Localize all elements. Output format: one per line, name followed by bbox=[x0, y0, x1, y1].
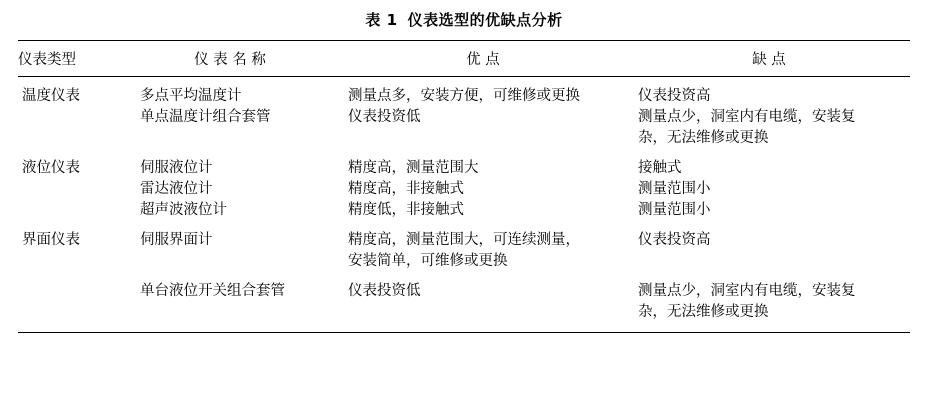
cell-instrument-type: 界面仪表 bbox=[22, 232, 80, 249]
table-bottom-rule bbox=[18, 323, 910, 333]
cons-line: 仪表投资高 bbox=[638, 88, 711, 104]
cell-pros bbox=[338, 272, 628, 323]
group-spacer bbox=[18, 221, 910, 230]
cell-cons bbox=[628, 158, 910, 179]
pros-line: 精度高，测量范围大，可连续测量， bbox=[348, 232, 580, 249]
pros-line: 精度高，测量范围大 bbox=[348, 160, 479, 177]
table-body bbox=[18, 77, 910, 333]
column-header-cons-label: 缺 点 bbox=[752, 52, 786, 68]
table-caption bbox=[18, 0, 910, 40]
pros-line: 安装简单，可维修或更换 bbox=[348, 253, 508, 270]
cell-instrument-name: 单点温度计组合套管 bbox=[140, 109, 271, 126]
column-header-pros-label: 优 点 bbox=[466, 52, 500, 68]
column-header-cons bbox=[628, 41, 910, 77]
table-caption-text: 仪表选型的优缺点分析 bbox=[407, 11, 563, 29]
cell-pros bbox=[338, 230, 628, 272]
table-row bbox=[18, 200, 910, 221]
pros-line: 仪表投资低 bbox=[348, 283, 421, 300]
table-row bbox=[18, 230, 910, 272]
table-row bbox=[18, 272, 910, 323]
cell-cons bbox=[628, 179, 910, 200]
cell-cons bbox=[628, 77, 910, 108]
table-header bbox=[18, 41, 910, 77]
cons-line: 测量点少，洞室内有电缆，安装复 bbox=[638, 109, 856, 126]
column-header-name-label: 仪 表 名 称 bbox=[194, 52, 266, 68]
cell-pros bbox=[338, 179, 628, 200]
cell-cons bbox=[628, 272, 910, 323]
cell-cons bbox=[628, 200, 910, 221]
cell-instrument-name: 多点平均温度计 bbox=[140, 88, 242, 104]
cons-line: 测量范围小 bbox=[638, 181, 711, 198]
column-header-type bbox=[18, 41, 122, 77]
table-row bbox=[18, 77, 910, 108]
cell-instrument-type: 温度仪表 bbox=[22, 88, 80, 104]
cell-instrument-name: 超声波液位计 bbox=[140, 202, 227, 219]
cell-pros bbox=[338, 158, 628, 179]
cell-pros bbox=[338, 107, 628, 149]
table-row bbox=[18, 158, 910, 179]
pros-line: 测量点多，安装方便，可维修或更换 bbox=[348, 88, 580, 104]
group-spacer bbox=[18, 149, 910, 158]
column-header-pros bbox=[338, 41, 628, 77]
cell-cons bbox=[628, 230, 910, 272]
cons-line: 杂，无法维修或更换 bbox=[638, 130, 769, 147]
cell-instrument-type: 液位仪表 bbox=[22, 160, 80, 177]
cons-line: 测量范围小 bbox=[638, 202, 711, 219]
cell-instrument-name: 伺服液位计 bbox=[140, 160, 213, 177]
cell-cons bbox=[628, 107, 910, 149]
comparison-table bbox=[18, 40, 910, 333]
cons-line: 测量点少，洞室内有电缆，安装复 bbox=[638, 283, 856, 300]
cell-pros bbox=[338, 77, 628, 108]
pros-line: 仪表投资低 bbox=[348, 109, 421, 126]
table-row bbox=[18, 179, 910, 200]
cons-line: 仪表投资高 bbox=[638, 232, 711, 249]
table-header-row bbox=[18, 41, 910, 77]
pros-line: 精度高，非接触式 bbox=[348, 181, 464, 198]
cons-line: 杂，无法维修或更换 bbox=[638, 304, 769, 321]
pros-line: 精度低，非接触式 bbox=[348, 202, 464, 219]
cell-instrument-name: 单台液位开关组合套管 bbox=[140, 283, 285, 300]
column-header-name bbox=[122, 41, 338, 77]
cell-pros bbox=[338, 200, 628, 221]
cons-line: 接触式 bbox=[638, 160, 682, 177]
table-caption-number: 表 1 bbox=[365, 11, 398, 29]
cell-instrument-name: 伺服界面计 bbox=[140, 232, 213, 249]
cell-instrument-name: 雷达液位计 bbox=[140, 181, 213, 198]
table-row bbox=[18, 107, 910, 149]
column-header-type-label: 仪表类型 bbox=[18, 52, 76, 68]
